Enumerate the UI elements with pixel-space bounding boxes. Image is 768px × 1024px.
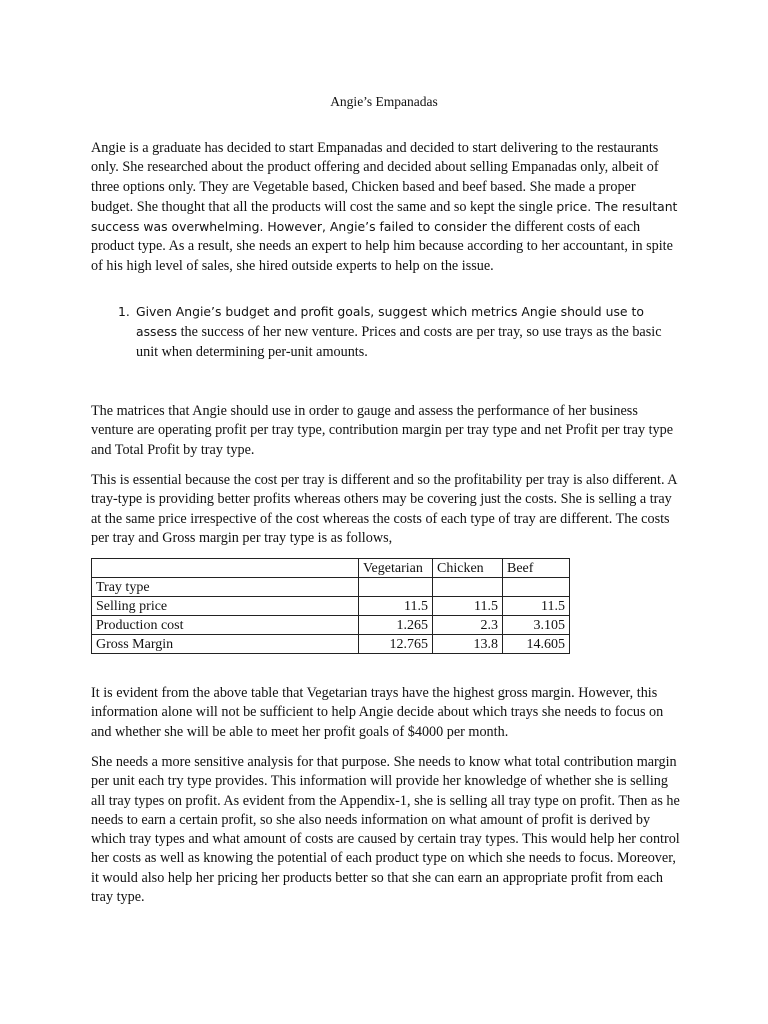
table-row xyxy=(92,597,570,616)
table-row xyxy=(92,578,570,597)
table-cell: 3.105 xyxy=(503,616,570,635)
table-header-cell: Chicken xyxy=(433,559,503,578)
rationale-paragraph: This is essential because the cost per tray is different and so the profitability per tray is also different. A tray-type is providing better profits whereas others may be covering just the costs. She is selling a tray at the same price irrespective of the cost whereas the costs of each type of tray are different. The costs per tray and Gross margin per tray type is as follows, xyxy=(91,472,677,546)
intro-paragraph xyxy=(91,139,681,276)
table-header-row xyxy=(92,559,570,578)
table-cell: 13.8 xyxy=(433,635,503,654)
table-row-label: Tray type xyxy=(92,578,359,597)
question-text-sans: Given Angie’s budget and profit goals, suggest which metrics Angie should use to assess xyxy=(136,304,644,340)
table-row-label: Production cost xyxy=(92,616,359,635)
table-cell: 2.3 xyxy=(433,616,503,635)
question-text xyxy=(118,302,678,362)
table-cell: 1.265 xyxy=(359,616,433,635)
table-cell xyxy=(433,578,503,597)
document-title: Angie’s Empanadas xyxy=(330,94,438,109)
table-cell: 11.5 xyxy=(433,597,503,616)
table-row xyxy=(92,635,570,654)
table-header-cell xyxy=(92,559,359,578)
table-cell xyxy=(359,578,433,597)
table-cell: 11.5 xyxy=(503,597,570,616)
table-cell: 11.5 xyxy=(359,597,433,616)
table-cell xyxy=(503,578,570,597)
table-row xyxy=(92,616,570,635)
table-header-cell: Vegetarian xyxy=(359,559,433,578)
table-header-cell: Beef xyxy=(503,559,570,578)
analysis-paragraph: It is evident from the above table that Vegetarian trays have the highest gross margin. However, this information alone will not be sufficient to help Angie decide about which trays she needs to focus on and whether she will be able to meet her profit goals of $4000 per month. xyxy=(91,685,664,740)
question-item xyxy=(118,302,678,362)
table-row-label: Gross Margin xyxy=(92,635,359,654)
intro-text-sans: price. The resultant success was overwhelming. However, Angie’s failed to consider the xyxy=(91,198,678,235)
table-row-label: Selling price xyxy=(92,597,359,616)
question-text-rest: the success of her new venture. Prices and costs are per tray, so use trays as the basic unit when determining per-unit amounts. xyxy=(136,324,662,360)
table-cell: 12.765 xyxy=(359,635,433,654)
metrics-paragraph: The matrices that Angie should use in order to gauge and assess the performance of her business venture are operating profit per tray type, contribution margin per tray type and net Profit per tray type and Total Profit by tray type. xyxy=(91,403,674,458)
question-number: 1. xyxy=(118,304,130,319)
sensitivity-paragraph: She needs a more sensitive analysis for that purpose. She needs to know what total contribution margin per unit each try type provides. This information will provide her knowledge of whether she is selling all tray types on profit. As evident from the Appendix-1, she is selling all tray type on profit. Then as he needs to earn a certain profit, so she also needs information on what amount of profit is derived by which tray types and what amount of costs are caused by certain tray types. This would help her control her costs as well as knowing the potential of each product type on which she needs to focus. Moreover, it would also help her pricing her products better so that she can earn an appropriate profit from each tray type. xyxy=(91,754,680,906)
table-cell: 14.605 xyxy=(503,635,570,654)
intro-text-end: different costs of each product type. As a result, she needs an expert to help him because according to her accountant, in spite of his high level of sales, she hired outside experts to help on the issue. xyxy=(91,219,673,274)
gross-margin-table xyxy=(91,558,570,654)
intro-text-start: Angie is a graduate has decided to start Empanadas and decided to start delivering to the restaurants only. She researched about the product offering and decided about selling Empanadas only, albeit of three options only. They are Vegetable based, Chicken based and beef based. She made a proper budget. She thought that all the products will cost the same and so kept the single xyxy=(91,140,659,215)
